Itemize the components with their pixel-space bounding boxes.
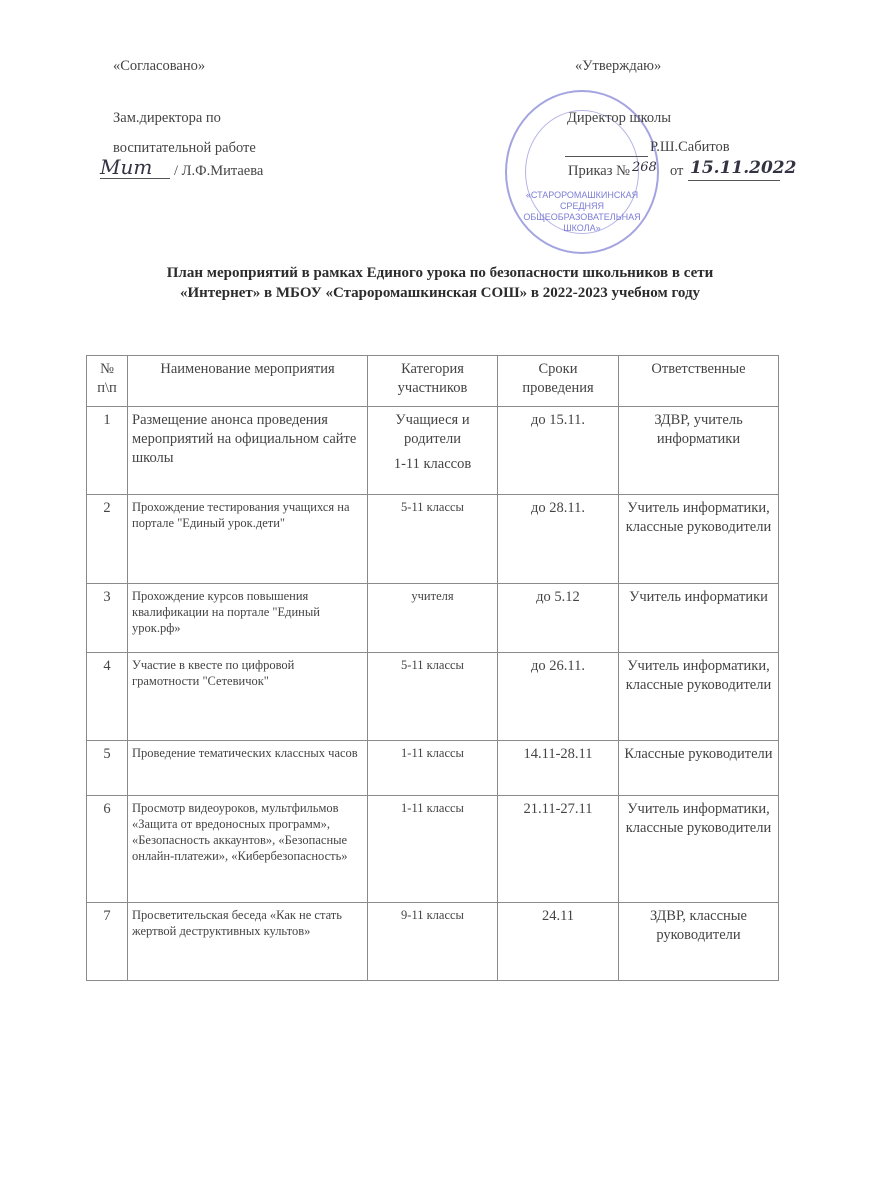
event-dates: до 15.11.	[498, 407, 619, 495]
events-table	[86, 355, 779, 981]
signature-left: Мит	[100, 155, 153, 179]
header-category: Категория участников	[368, 356, 498, 407]
stamp-text: «СТАРОРОМАШКИНСКАЯ СРЕДНЯЯ ОБЩЕОБРАЗОВАТЕЛЬНАЯ ШКОЛА»	[523, 190, 641, 233]
signature-line	[565, 156, 648, 157]
event-name: Прохождение курсов повышения квалификации на портале "Единый урок.рф»	[128, 584, 368, 653]
approval-left-signer: / Л.Ф.Митаева	[174, 163, 264, 179]
table-row	[87, 903, 779, 981]
category-line-1: Учащиеся и родители	[395, 412, 470, 447]
header-responsible: Ответственные	[619, 356, 779, 407]
header-name: Наименование мероприятия	[128, 356, 368, 407]
date-label: от	[670, 163, 684, 179]
table-row	[87, 495, 779, 584]
event-responsible: ЗДВР, учитель информатики	[619, 407, 779, 495]
table-row	[87, 796, 779, 903]
event-responsible: ЗДВР, классные руководители	[619, 903, 779, 981]
table-header-row	[87, 356, 779, 407]
event-category: 9-11 классы	[368, 903, 498, 981]
event-name: Прохождение тестирования учащихся на портале "Единый урок.дети"	[128, 495, 368, 584]
table-row	[87, 653, 779, 741]
event-category	[368, 407, 498, 495]
event-dates: до 5.12	[498, 584, 619, 653]
event-dates: 24.11	[498, 903, 619, 981]
row-number: 4	[87, 653, 128, 741]
table-row	[87, 741, 779, 796]
approval-right-position: Директор школы	[567, 110, 671, 126]
row-number: 1	[87, 407, 128, 495]
row-number: 5	[87, 741, 128, 796]
category-line-2: 1-11 классов	[393, 456, 472, 472]
event-name: Просмотр видеоуроков, мультфильмов «Защита от вредоносных программ», «Безопасность аккаунтов», «Безопасные онлайн-платежи», «Кибербезопасность»	[128, 796, 368, 903]
event-dates: 14.11-28.11	[498, 741, 619, 796]
row-number: 3	[87, 584, 128, 653]
date-line	[688, 180, 780, 181]
header-dates: Сроки проведения	[498, 356, 619, 407]
event-dates: 21.11-27.11	[498, 796, 619, 903]
title-line-2: «Интернет» в МБОУ «Староромашкинская СОШ» в 2022-2023 учебном году	[179, 285, 701, 301]
event-dates: до 28.11.	[498, 495, 619, 584]
event-category: 1-11 классы	[368, 796, 498, 903]
event-name: Участие в квесте по цифровой грамотности "Сетевичок"	[128, 653, 368, 741]
table-row	[87, 584, 779, 653]
event-category: 1-11 классы	[368, 741, 498, 796]
event-responsible: Учитель информатики, классные руководители	[619, 653, 779, 741]
event-responsible: Классные руководители	[619, 741, 779, 796]
event-category: 5-11 классы	[368, 653, 498, 741]
order-label: Приказ №	[568, 163, 630, 179]
event-dates: до 26.11.	[498, 653, 619, 741]
table-row	[87, 407, 779, 495]
event-name: Проведение тематических классных часов	[128, 741, 368, 796]
event-category: учителя	[368, 584, 498, 653]
row-number: 7	[87, 903, 128, 981]
approval-right-heading: «Утверждаю»	[575, 58, 662, 74]
event-responsible: Учитель информатики	[619, 584, 779, 653]
approval-left-position-2: воспитательной работе	[113, 140, 256, 156]
header-number: № п\п	[87, 356, 128, 407]
event-category: 5-11 классы	[368, 495, 498, 584]
approval-left-position-1: Зам.директора по	[113, 110, 221, 126]
page-title	[60, 263, 820, 303]
order-number: 268	[632, 160, 657, 175]
event-responsible: Учитель информатики, классные руководители	[619, 796, 779, 903]
event-name: Просветительская беседа «Как не стать жертвой деструктивных культов»	[128, 903, 368, 981]
order-date: 15.11.2022	[690, 158, 797, 178]
title-line-1: План мероприятий в рамках Единого урока по безопасности школьников в сети	[166, 265, 714, 281]
approval-left-heading: «Согласовано»	[113, 58, 206, 74]
approval-right-signer: Р.Ш.Сабитов	[650, 139, 730, 155]
event-responsible: Учитель информатики, классные руководители	[619, 495, 779, 584]
row-number: 2	[87, 495, 128, 584]
row-number: 6	[87, 796, 128, 903]
event-name: Размещение анонса проведения мероприятий на официальном сайте школы	[128, 407, 368, 495]
